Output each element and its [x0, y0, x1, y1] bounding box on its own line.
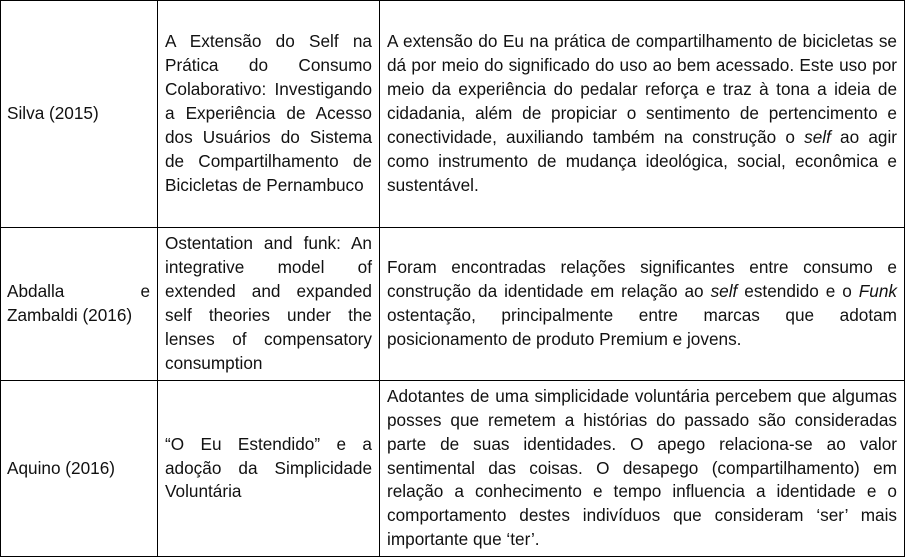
author-cell: Aquino (2016) — [1, 381, 158, 557]
author-text: Abdalla e Zambaldi (2016) — [7, 281, 150, 325]
finding-text: ostentação, principalmente entre marcas que adotam posicionamento de produto Premium e jovens. — [387, 305, 897, 349]
title-cell: “O Eu Estendido” e a adoção da Simplicidade Voluntária — [158, 381, 380, 557]
title-cell: A Extensão do Self na Prática do Consumo Colaborativo: Investigando a Experiência de Acesso dos Usuários do Sistema de Compartilhamento de Bicicletas de Pernambuco — [158, 1, 380, 228]
title-cell: Ostentation and funk: An integrative model of extended and expanded self theories under the lenses of compensatory consumption — [158, 228, 380, 381]
finding-cell — [380, 1, 905, 228]
table-row — [1, 1, 905, 228]
finding-cell — [380, 228, 905, 381]
finding-text: estendido e o — [737, 281, 859, 302]
finding-text: A extensão do Eu na prática de compartilhamento de bicicletas se dá por meio do significado do uso ao bem acessado. Este uso por meio da experiência do pedalar reforça e traz à tona a ideia de cidadania, além de propiciar o sentimento de pertencimento e conectividade, auxiliando também na construção o — [387, 31, 897, 147]
table-row — [1, 381, 905, 557]
finding-emphasis: Funk — [858, 281, 897, 302]
finding-text: Foram encontradas relações significantes entre consumo e construção da identidade em relação ao — [387, 257, 897, 302]
finding-text: ao agir como instrumento de mudança ideológica, social, econômica e sustentável. — [387, 126, 898, 195]
author-cell — [1, 228, 158, 381]
finding-emphasis: self — [710, 281, 738, 302]
table-row — [1, 228, 905, 381]
finding-cell: Adotantes de uma simplicidade voluntária percebem que algumas posses que remetem a histórias do passado são consideradas parte de suas identidades. O apego relaciona-se ao valor sentimental das coisas. O desapego (compartilhamento) em relação a conhecimento e tempo influencia a identidade e o comportamento destes indivíduos que consideram ‘ser’ mais importante que ‘ter’. — [380, 381, 905, 557]
author-cell: Silva (2015) — [1, 1, 158, 228]
finding-emphasis: self — [804, 126, 831, 147]
